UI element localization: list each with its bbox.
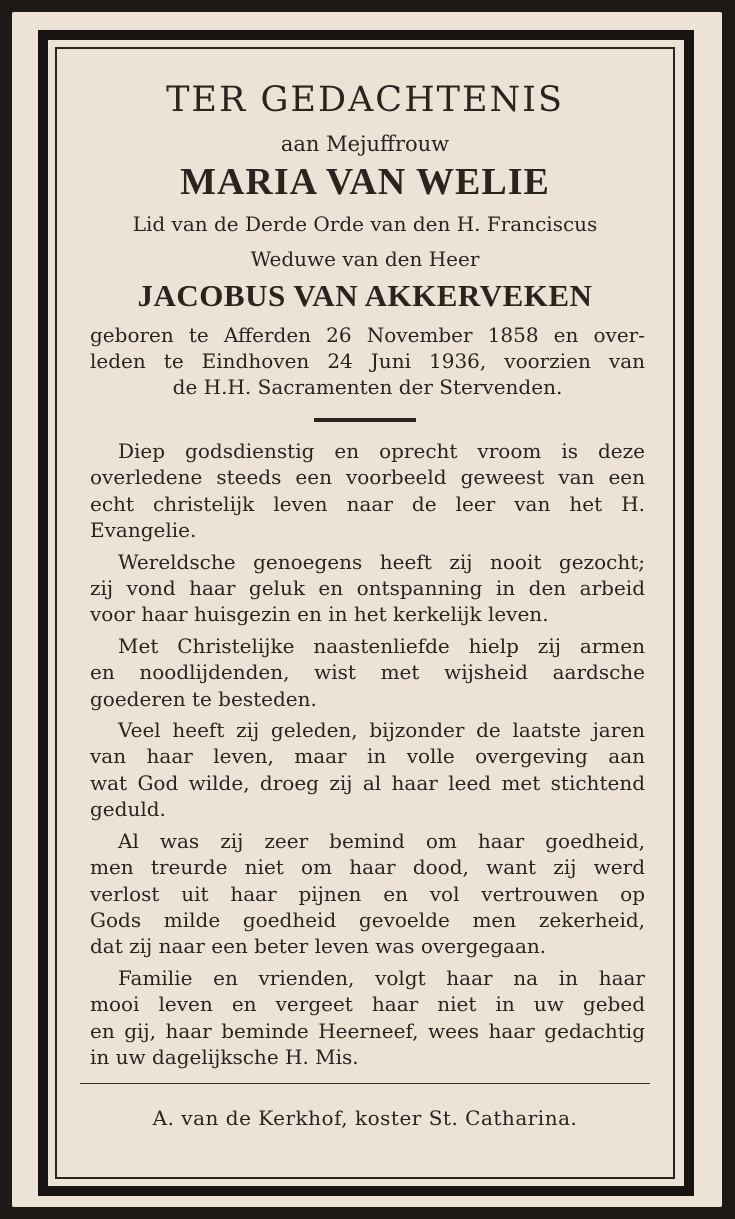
eulogy-line: geduld.	[90, 797, 166, 822]
spouse-name: JACOBUS VAN AKKERVEKEN	[137, 278, 593, 313]
eulogy-paragraph	[90, 633, 645, 712]
birth-death-line: geboren te Afferden 26 November 1858 en over-	[90, 323, 645, 347]
eulogy-paragraph	[90, 965, 645, 1071]
card-heading: TER GEDACHTENIS	[166, 80, 564, 120]
eulogy-line: Evangelie.	[90, 518, 197, 543]
printer-credit: A. van de Kerkhof, koster St. Catharina.	[152, 1106, 578, 1130]
eulogy-line: en noodlijdenden, wist met wijsheid aardsche	[90, 660, 645, 685]
eulogy-line: men treurde niet om haar dood, want zij werd	[90, 855, 645, 880]
salutation: aan Mejuffrouw	[280, 132, 450, 156]
eulogy-line: Diep godsdienstig en oprecht vroom is deze	[118, 439, 645, 463]
birth-death-line: leden te Eindhoven 24 Juni 1936, voorzien van	[90, 349, 645, 373]
footer-divider	[80, 1083, 650, 1084]
eulogy-paragraph	[90, 438, 645, 544]
divider	[314, 418, 416, 422]
eulogy-text	[90, 438, 645, 1075]
eulogy-line: Wereldsche genoegens heeft zij nooit gezocht;	[118, 549, 645, 574]
eulogy-line: wat God wilde, droeg zij al haar leed met stichtend	[90, 770, 645, 795]
eulogy-line: Veel heeft zij geleden, bijzonder de laatste jaren	[118, 718, 645, 743]
eulogy-line: overledene steeds een voorbeeld geweest van een	[90, 465, 645, 490]
eulogy-paragraph	[90, 717, 645, 823]
birth-death-line: de H.H. Sacramenten der Stervenden.	[172, 375, 563, 399]
eulogy-line: voor haar huisgezin en in het kerkelijk leven.	[90, 602, 549, 627]
eulogy-line: goederen te besteden.	[90, 686, 317, 711]
eulogy-line: Al was zij zeer bemind om haar goedheid,	[118, 828, 645, 853]
eulogy-line: Gods milde goedheid gevoelde men zekerheid,	[90, 907, 645, 932]
eulogy-line: echt christelijk leven naar de leer van het H.	[90, 491, 645, 516]
deceased-name: MARIA VAN WELIE	[180, 161, 550, 203]
eulogy-line: zij vond haar geluk en ontspanning in den arbeid	[90, 576, 645, 601]
order-line: Lid van de Derde Orde van den H. Franciscus	[132, 212, 598, 236]
eulogy-line: in uw dagelijksche H. Mis.	[90, 1044, 359, 1069]
widow-line: Weduwe van den Heer	[250, 247, 480, 271]
eulogy-paragraph	[90, 549, 645, 628]
eulogy-line: Familie en vrienden, volgt haar na in haar	[118, 965, 645, 990]
eulogy-line: verlost uit haar pijnen en vol vertrouwen op	[90, 881, 645, 906]
eulogy-paragraph	[90, 828, 645, 960]
eulogy-line: van haar leven, maar in volle overgeving aan	[90, 744, 645, 769]
birth-death-text	[90, 322, 645, 400]
eulogy-line: dat zij naar een beter leven was overgegaan.	[90, 934, 547, 959]
eulogy-line: Met Christelijke naastenliefde hielp zij armen	[118, 633, 645, 658]
eulogy-line: en gij, haar beminde Heerneef, wees haar gedachtig	[90, 1018, 645, 1043]
eulogy-line: mooi leven en vergeet haar niet in uw gebed	[90, 992, 645, 1017]
card-content	[70, 60, 660, 1170]
